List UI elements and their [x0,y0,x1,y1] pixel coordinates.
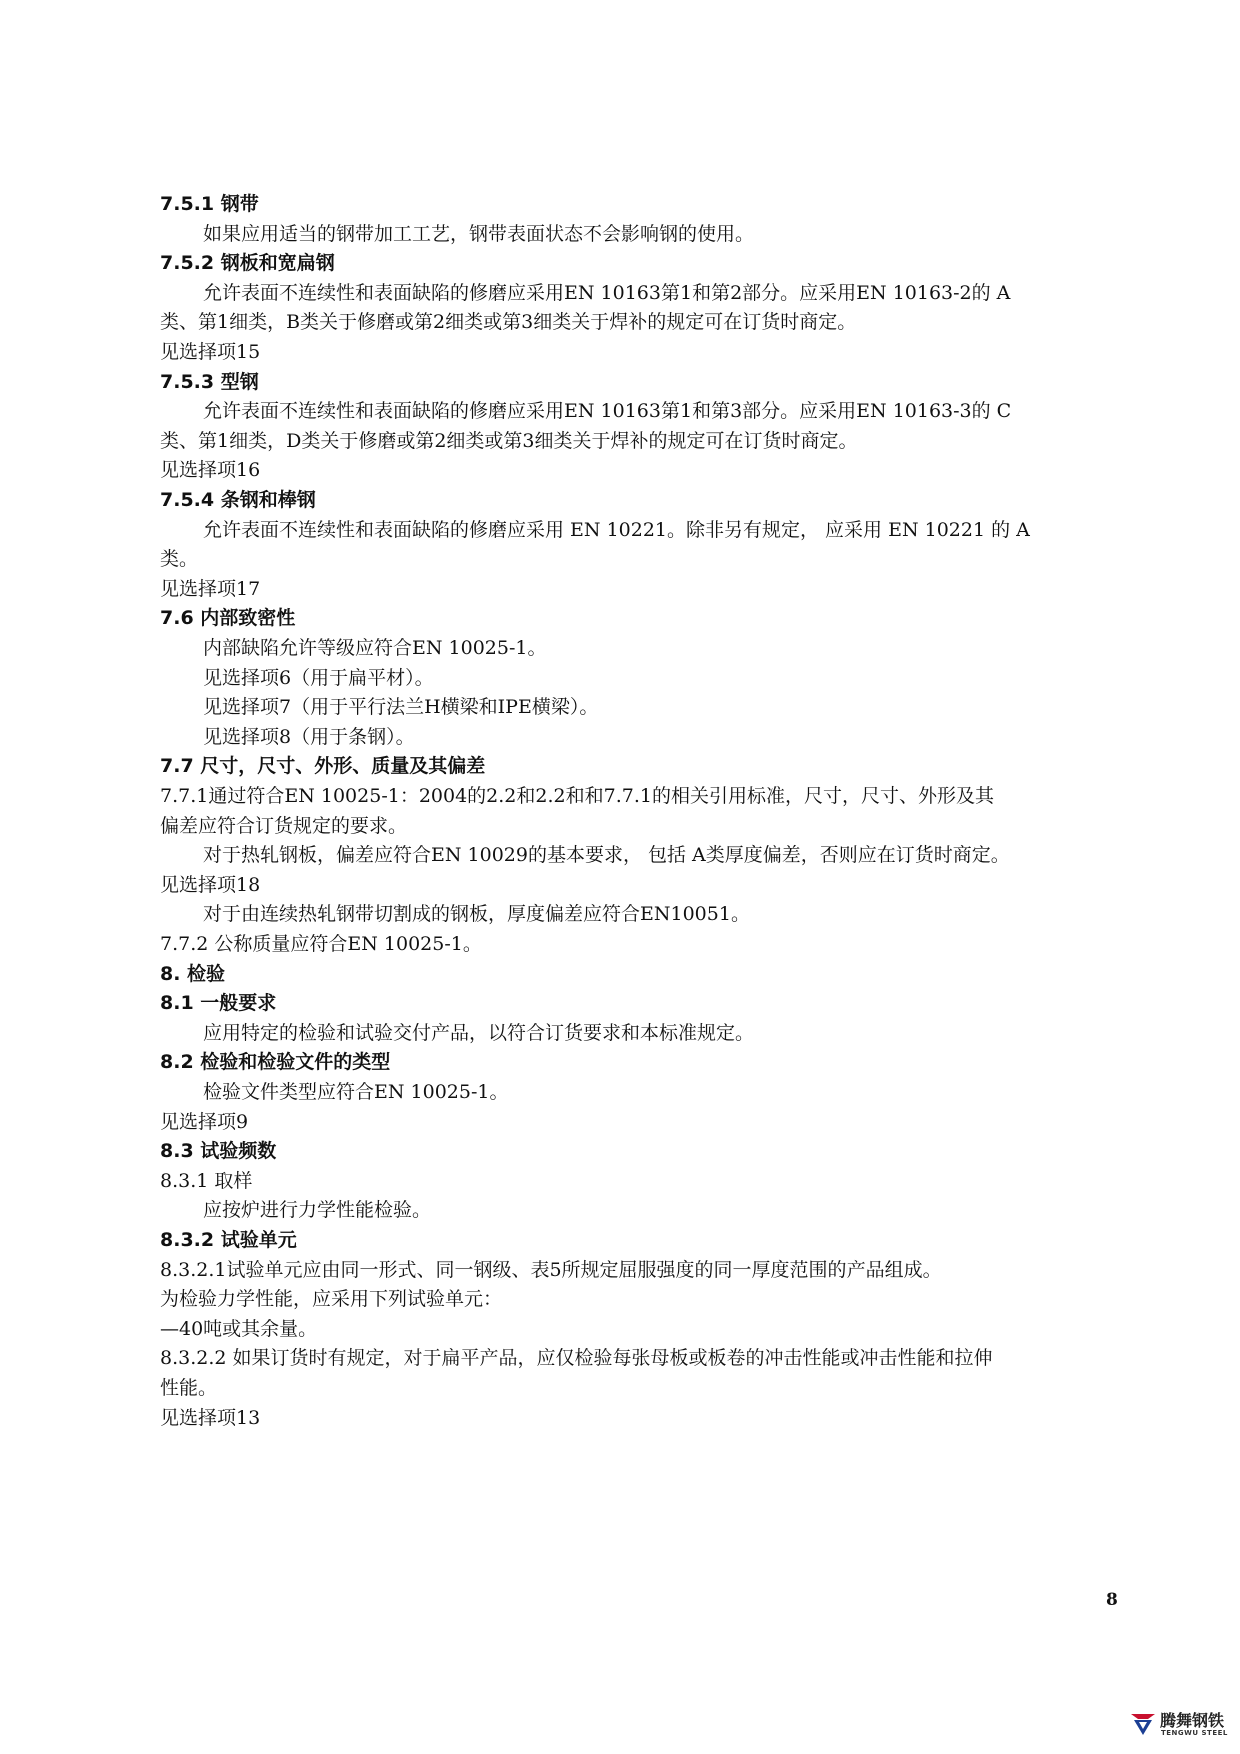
text-line: 允许表面不连续性和表面缺陷的修磨应采用EN 10163第1和第2部分。应采用EN 10163-2的 A [203,281,1011,304]
tengwu-logo-icon [1128,1708,1158,1738]
section-heading: 8.3.2 试验单元 [160,1229,297,1251]
section-heading: 7.7 尺寸，尺寸、外形、质量及其偏差 [160,755,486,778]
text-line: 见选择项15 [160,341,261,363]
text-line: 见选择项7（用于平行法兰H横梁和IPE横梁）。 [203,696,599,719]
text-line: 对于热轧钢板，偏差应符合EN 10029的基本要求， 包括 A类厚度偏差，否则应在订货时商定。 [203,844,1010,867]
logo-english-name: TENGWU STEEL [1161,1729,1228,1737]
text-line: 允许表面不连续性和表面缺陷的修磨应采用EN 10163第1和第3部分。应采用EN 10163-3的 C [203,400,1012,423]
text-line: 8.3.2.2 如果订货时有规定，对于扁平产品，应仅检验每张母板或板卷的冲击性能或冲击性能和拉伸 [160,1347,993,1370]
page-number: 8 [1106,1590,1118,1610]
text-line: 8.3.2.1试验单元应由同一形式、同一钢级、表5所规定屈服强度的同一厚度范围的产品组成。 [160,1258,942,1281]
company-logo [1128,1706,1240,1746]
text-line: —40吨或其余量。 [160,1317,318,1340]
section-heading: 8.1 一般要求 [160,992,277,1015]
section-heading: 7.5.2 钢板和宽扁钢 [160,252,335,275]
section-heading: 7.5.1 钢带 [160,193,259,215]
text-line: 应用特定的检验和试验交付产品，以符合订货要求和本标准规定。 [203,1021,755,1044]
logo-chinese-name: 腾舞钢铁 [1160,1711,1225,1730]
text-line: 见选择项8（用于条钢）。 [203,725,415,748]
text-line: 见选择项17 [160,577,261,600]
section-heading: 8. 检验 [160,962,226,985]
section-heading: 8.2 检验和检验文件的类型 [160,1051,391,1074]
text-line: 类、第1细类，B类关于修磨或第2细类或第3细类关于焊补的规定可在订货时商定。 [160,311,857,334]
text-line: 应按炉进行力学性能检验。 [203,1199,432,1222]
section-heading: 7.5.3 型钢 [160,370,259,393]
text-line: 7.7.2 公称质量应符合EN 10025-1。 [160,933,482,955]
text-line: 见选择项13 [160,1406,261,1429]
text-line: 对于由连续热轧钢带切割成的钢板，厚度偏差应符合EN10051。 [203,903,750,926]
text-line: 为检验力学性能，应采用下列试验单元： [160,1288,503,1311]
text-line: 检验文件类型应符合EN 10025-1。 [203,1081,509,1103]
text-line: 内部缺陷允许等级应符合EN 10025-1。 [203,637,547,659]
text-line: 允许表面不连续性和表面缺陷的修磨应采用 EN 10221。除非另有规定， 应采用 EN 10221 的 A [203,518,1030,541]
text-line: 见选择项16 [160,459,261,482]
section-heading: 7.5.4 条钢和棒钢 [160,489,316,511]
section-heading: 8.3 试验频数 [160,1140,277,1163]
text-line: 7.7.1通过符合EN 10025-1：2004的2.2和2.2和和7.7.1的相关引用标准，尺寸，尺寸、外形及其 [160,785,994,807]
text-line: 见选择项6（用于扁平材）。 [203,666,434,689]
text-line: 类、第1细类，D类关于修磨或第2细类或第3细类关于焊补的规定可在订货时商定。 [160,429,858,452]
text-line: 见选择项18 [160,873,261,896]
section-heading: 7.6 内部致密性 [160,607,296,630]
text-line: 如果应用适当的钢带加工工艺，钢带表面状态不会影响钢的使用。 [203,222,755,245]
text-line: 性能。 [160,1377,218,1399]
text-line: 见选择项9 [160,1110,249,1133]
text-line: 偏差应符合订货规定的要求。 [160,814,408,837]
text-line: 类。 [160,548,199,571]
text-line: 8.3.1 取样 [160,1169,253,1192]
